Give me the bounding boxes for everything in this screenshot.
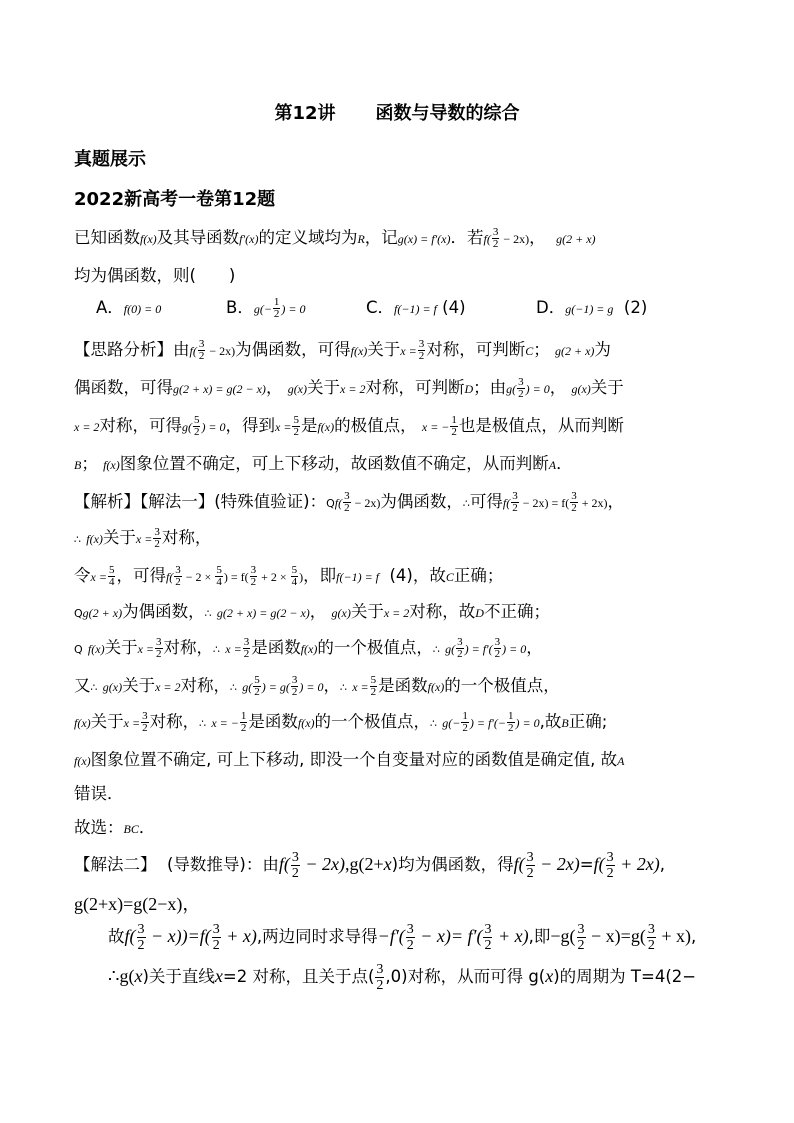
option-b[interactable]: B．g(− $\frac{1}{2}$ ) = 0 bbox=[226, 296, 306, 320]
analysis-line-4: B； f(x)图象位置不确定，可上下移动，故函数值不确定，从而判断A． bbox=[74, 454, 573, 473]
problem-source: 2022新高考一卷第12题 bbox=[74, 189, 276, 210]
answer-options bbox=[96, 294, 754, 323]
solution2-line-1: 【解法二】 (导数推导)：由f( $\frac{3}{2}$ − 2x),g(2+x)均为偶函数，得f( $\frac{3}{2}$ − 2x)=f( $\frac{3}{2}$ + 2x), bbox=[74, 850, 665, 881]
lecture-number: 第12讲 bbox=[274, 103, 336, 124]
solution2-line-4: ∴g(x)关于直线x=2 对称，且关于点( $\frac{3}{2}$ ,0)对称，从而可得 g(x)的周期为 T=4(2− bbox=[108, 962, 697, 993]
solution2-line-2: g(2+x)=g(2−x)， bbox=[74, 894, 201, 914]
solution1-line-8: f(x)图象位置不确定, 可上下移动, 即没一个自变量对应的函数值是确定值, 故A bbox=[74, 750, 625, 769]
analysis-line-2: 偶函数，可得g(2 + x) = g(2 − x)， g(x)关于x = 2对称，可判断D；由g( $\frac{3}{2}$ ) = 0， g(x)关于 bbox=[74, 376, 624, 400]
solution1-line-3: 令x = $\frac{5}{4}$ ，可得f( $\frac{3}{2}$ − 2 × $\frac{5}{4}$ ) = f( $\frac{3}{2}$ + 2 × $\frac{5}{4}$ )，即f(−1) = f (4)，故C正确； bbox=[74, 564, 504, 588]
final-answer: 故选：BC． bbox=[74, 818, 156, 837]
option-a[interactable]: A．f(0) = 0 bbox=[96, 298, 162, 317]
analysis-line-3: x = 2对称，可得g( $\frac{5}{2}$ ) = 0，得到x = $\frac{5}{2}$ 是f(x)的极值点， x = − $\frac{1}{2}$ 也是极值点，从而判断 bbox=[74, 414, 624, 438]
analysis-line-1: 【思路分析】由f( $\frac{3}{2}$ − 2x)为偶函数，可得f(x)关于x = $\frac{3}{2}$ 对称，可判断C； g(2 + x)为 bbox=[74, 338, 611, 362]
solution1-line-4: Qg(2 + x)为偶函数，∴ g(2 + x) = g(2 − x)， g(x)关于x = 2对称，故D不正确； bbox=[74, 602, 550, 621]
option-c[interactable]: C．f(−1) = f (4) bbox=[366, 298, 466, 317]
solution1-line-7: f(x)关于x = $\frac{3}{2}$ 对称，∴ x = − $\frac{1}{2}$ 是函数f(x)的一个极值点，∴ g(− $\frac{1}{2}$ ) = f′(− $\frac{1}{2}$ ) = 0,故B正确; bbox=[74, 710, 608, 734]
option-d[interactable]: D．g(−1) = g (2) bbox=[536, 298, 648, 317]
lecture-title bbox=[0, 100, 794, 128]
section-heading: 真题展示 bbox=[74, 149, 146, 170]
question-line-2: 均为偶函数，则( ) bbox=[74, 266, 236, 285]
solution1-line-9: 错误． bbox=[74, 784, 124, 803]
solution1-line-6: 又∴ g(x)关于x = 2对称，∴ g( $\frac{5}{2}$ ) = g( $\frac{3}{2}$ ) = 0，∴ x = $\frac{5}{2}$ 是函数f(x)的一个极值点， bbox=[74, 674, 560, 698]
question-line-1: 已知函数f(x)及其导函数f′(x)的定义域均为R，记g(x) = f′(x)．若f( $\frac{3}{2}$ − 2x)， g(2 + x) bbox=[74, 226, 596, 250]
solution1-line-1: 【解析】【解法一】(特殊值验证)：Qf( $\frac{3}{2}$ − 2x)为偶函数，∴可得f( $\frac{3}{2}$ − 2x) = f( $\frac{3}{2}$ + 2x)， bbox=[74, 490, 625, 514]
solution2-line-3: 故f( $\frac{3}{2}$ − x))=f( $\frac{3}{2}$ + x),两边同时求导得−f′( $\frac{3}{2}$ − x)= f′( $\frac{3}{2}$ + x),即−g( $\frac{3}{2}$ − x)=g( $\frac{3}{2}$ + x), bbox=[108, 922, 697, 953]
solution1-line-5: Q f(x)关于x = $\frac{3}{2}$ 对称，∴ x = $\frac{3}{2}$ 是函数f(x)的一个极值点，∴ g( $\frac{3}{2}$ ) = f′( $\frac{3}{2}$ ) = 0， bbox=[74, 636, 543, 660]
lecture-topic: 函数与导数的综合 bbox=[375, 103, 520, 124]
solution1-line-2: ∴ f(x)关于x = $\frac{3}{2}$ 对称， bbox=[74, 526, 212, 550]
